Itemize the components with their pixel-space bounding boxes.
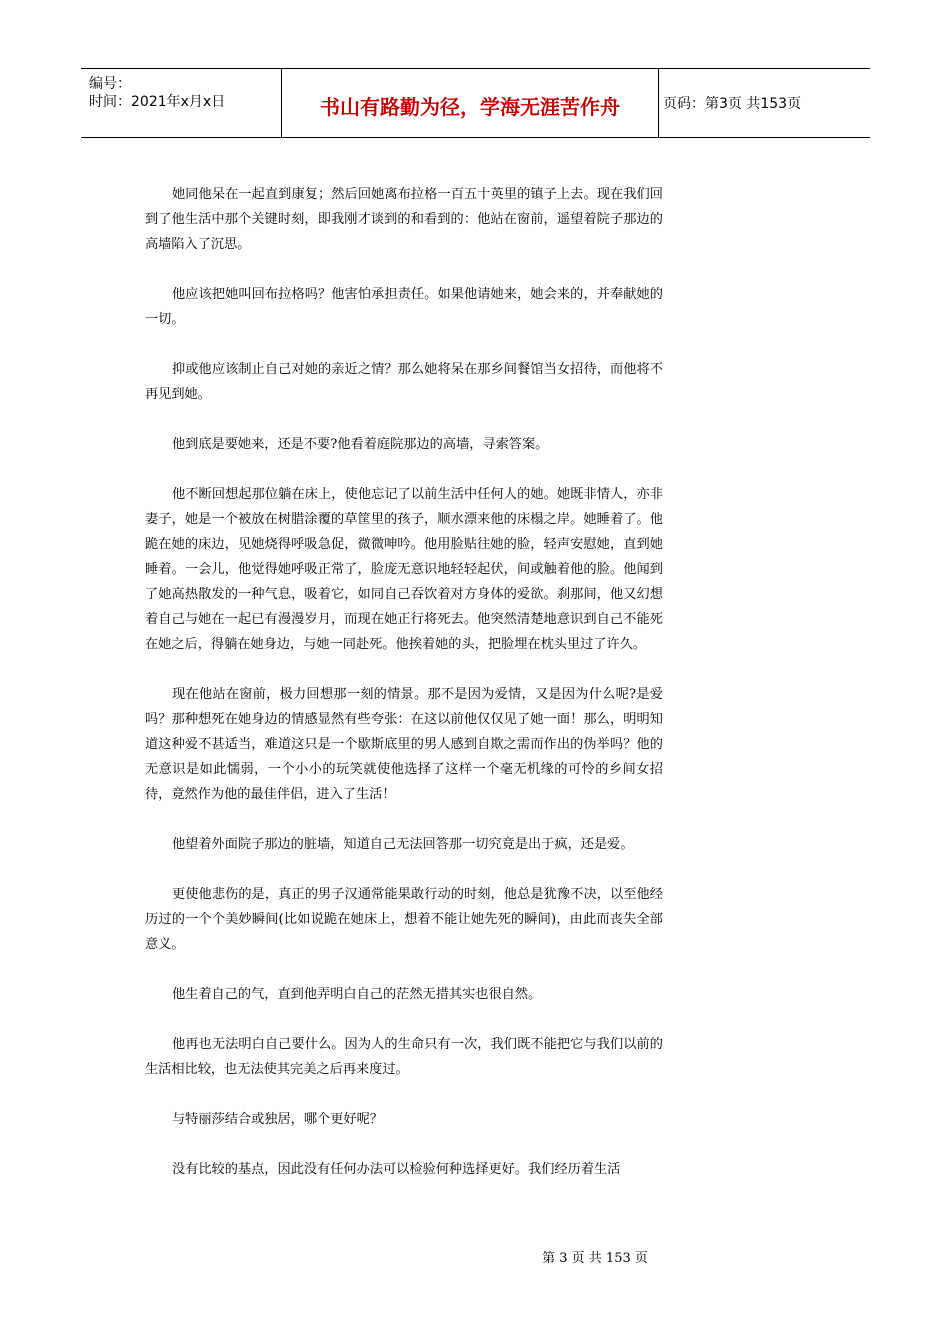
- body-text: [145, 182, 663, 1207]
- header-motto: 书山有路勤为径，学海无涯苦作舟: [320, 95, 620, 119]
- paragraph: 与特丽莎结合或独居，哪个更好呢？: [172, 1112, 383, 1127]
- header-page-cell: [659, 69, 870, 137]
- header-motto-cell: [282, 69, 659, 137]
- paragraph: 他到底是要她来，还是不要?他看着庭院那边的高墙，寻索答案。: [172, 437, 549, 452]
- paragraph: 没有比较的基点，因此没有任何办法可以检验何种选择更好。我们经历着生活: [172, 1162, 621, 1177]
- page-header: [81, 68, 870, 138]
- document-number-label: 编号：: [89, 76, 131, 92]
- paragraph: 他再也无法明白自己要什么。因为人的生命只有一次，我们既不能把它与我们以前的生活相比较，也无法使其完美之后再来度过。: [145, 1037, 663, 1077]
- paragraph: 他不断回想起那位躺在床上，使他忘记了以前生活中任何人的她。她既非情人，亦非妻子，她是一个被放在树腊涂覆的草筐里的孩子，顺水漂来他的床榻之岸。她睡着了。他跪在她的床边，见她烧得呼吸急促，微微呻吟。他用脸贴往她的脸，轻声安慰她，直到她睡着。一会儿，他觉得她呼吸正常了，脸庞无意识地轻轻起伏，间或触着他的脸。他闻到了她高热散发的一种气息，吸着它，如同自己吞饮着对方身体的爱欲。刹那间，他又幻想着自己与她在一起已有漫漫岁月，而现在她正行将死去。他突然清楚地意识到自己不能死在她之后，得躺在她身边，与她一同赴死。他挨着她的头，把脸埋在枕头里过了许久。: [145, 487, 663, 652]
- paragraph: 更使他悲伤的是，真正的男子汉通常能果敢行动的时刻，他总是犹豫不决，以至他经历过的一个个美妙瞬间(比如说跪在她床上，想着不能让她先死的瞬间)，由此而丧失全部意义。: [145, 887, 663, 952]
- document-date-label: 时间：2021年x月x日: [89, 94, 226, 110]
- paragraph: 他望着外面院子那边的脏墙，知道自己无法回答那一切究竟是出于疯，还是爱。: [172, 837, 634, 852]
- header-info-cell: [81, 69, 282, 137]
- paragraph: 抑或他应该制止自己对她的亲近之情？那么她将呆在那乡间餐馆当女招待，而他将不再见到她。: [145, 362, 663, 402]
- paragraph: 她同他呆在一起直到康复；然后回她离布拉格一百五十英里的镇子上去。现在我们回到了他生活中那个关键时刻，即我刚才谈到的和看到的：他站在窗前，遥望着院子那边的高墙陷入了沉思。: [145, 187, 663, 252]
- header-page-code: 页码：第3页 共153页: [663, 96, 802, 112]
- paragraph: 现在他站在窗前，极力回想那一刻的情景。那不是因为爱情，又是因为什么呢?是爱吗？那种想死在她身边的情感显然有些夸张：在这以前他仅仅见了她一面！那么，明明知道这种爱不甚适当，难道这只是一个歇斯底里的男人感到自欺之需而作出的伪举吗？他的无意识是如此懦弱，一个小小的玩笑就使他选择了这样一个毫无机缘的可怜的乡间女招待，竟然作为他的最佳伴侣，进入了生活！: [145, 687, 663, 802]
- page-footer: 第 3 页 共 153 页: [542, 1251, 648, 1266]
- paragraph: 他应该把她叫回布拉格吗？他害怕承担责任。如果他请她来，她会来的，并奉献她的一切。: [145, 287, 663, 327]
- paragraph: 他生着自己的气，直到他弄明白自己的茫然无措其实也很自然。: [172, 987, 542, 1002]
